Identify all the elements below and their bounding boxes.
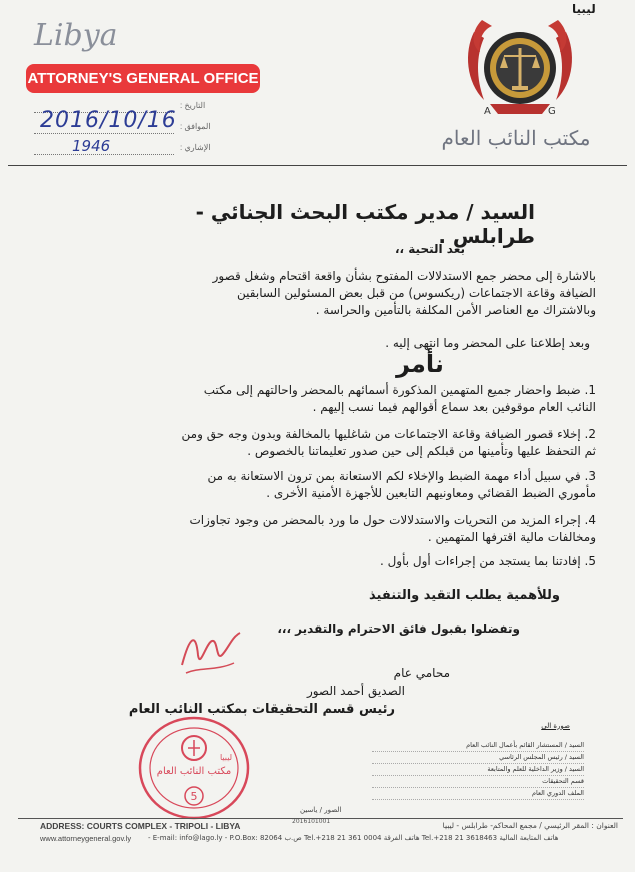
item-number: 1. xyxy=(584,383,596,397)
handwritten-reference: 1946 xyxy=(72,137,111,155)
paragraph-line: وبالاشتراك مع العناصر الأمن المكلفة بالتأمين والحراسة . xyxy=(315,303,596,317)
reference-label: الإشاري : xyxy=(180,143,211,152)
order-item xyxy=(24,512,596,546)
footer-reference-number: 2016101001 xyxy=(292,818,331,825)
signatory-position: رئيس قسم التحقيقات بمكتب النائب العام xyxy=(128,702,395,717)
footer-contact-line: - E-mail: info@lago.ly - P.O.Box: 82064 ص.ب Tel.+218 21 361 0004 هاتف الفرقة Tel.+218 21 3618463 هاتف المتابعة المالية xyxy=(148,834,559,842)
item-line: ومخالفات مالية اقترفها المتهمين . xyxy=(427,530,596,544)
handwritten-date: 2016/10/16 xyxy=(40,108,177,133)
copy-recipient: السيد / رئيس المجلس الرئاسي xyxy=(372,752,584,764)
copy-recipient: قسم التحقيقات xyxy=(372,776,584,788)
paragraph-line: الضيافة وقاعة الاجتماعات (ريكسوس) من قبل بعض المسئولين السابقين xyxy=(237,286,596,300)
copies-heading: صورة الى xyxy=(541,722,570,730)
after-review-line: وبعد إطلاعنا على المحضر وما انتهى إليه . xyxy=(385,336,590,350)
footer-website-link[interactable]: www.attorneygeneral.gov.ly xyxy=(40,834,132,843)
attorney-general-emblem-icon xyxy=(462,12,578,124)
intro-paragraph xyxy=(24,268,596,319)
header-divider xyxy=(8,165,627,166)
emblem-letter-g: G xyxy=(548,106,556,117)
item-line: 2. إخلاء قصور الضيافة وقاعة الاجتماعات من شاغليها بالمخالفة وبدون وجه حق ومن xyxy=(181,427,596,441)
signatory-title: محامي عام xyxy=(393,666,450,680)
item-line: 4. إجراء المزيد من التحريات والاستدلالات حول ما ورد بالمحضر من وجود تجاوزات xyxy=(189,513,596,527)
copies-list xyxy=(372,740,584,800)
order-item xyxy=(24,553,596,570)
date-label: التاريخ : xyxy=(180,101,206,110)
item-line: 1. ضبط واحضار جميع المتهمين المذكورة أسمائهم بالمحضر واحالتهم إلى مكتب xyxy=(203,383,596,397)
stamp-country: ليبيا xyxy=(219,753,233,762)
signatory-name: الصديق أحمد الصور xyxy=(306,684,405,698)
emblem-letter-a: A xyxy=(484,106,491,117)
order-title: نأمر xyxy=(396,350,444,378)
order-item xyxy=(24,468,596,502)
closing-line: وللأهمية يطلب التقيد والتنفيذ xyxy=(369,588,560,603)
item-number: 3. xyxy=(584,469,596,483)
item-line: ثم التحفظ عليها وتأمينها من قبلكم إلى حين صدور تعليماتنا بالخصوص . xyxy=(247,444,596,458)
item-number: 5. xyxy=(584,554,596,568)
stamp-text: مكتب النائب العام xyxy=(156,766,232,777)
regards-line: وتفضلوا بقبول فائق الاحترام والتقدير ،،، xyxy=(277,622,520,636)
office-title-ar: مكتب النائب العام xyxy=(441,126,591,150)
footer-handwritten-note: الصور / ياسين xyxy=(300,806,342,814)
paragraph-line: بالاشارة إلى محضر جمع الاستدلالات المفتوح بشأن واقعة اقتحام وشغل قصور xyxy=(212,269,596,283)
copy-recipient: الملف الدوري العام xyxy=(372,788,584,800)
item-line: 3. في سبيل أداء مهمة الضبط والإخلاء لكم الاستعانة بمن ترون الاستعانة به من xyxy=(207,469,596,483)
recipient: السيد / مدير مكتب البحث الجنائي - طرابلس . xyxy=(195,200,535,248)
order-item xyxy=(24,426,596,460)
item-number: 4. xyxy=(584,513,596,527)
item-line: مأموري الضبط القضائي ومعاونيهم التابعين للأجهزة الأمنية الأخرى . xyxy=(266,486,596,500)
item-line: 5. إفادتنا بما يستجد من إجراءات أول بأول . xyxy=(379,554,596,568)
item-number: 2. xyxy=(584,427,596,441)
stamp-number: 5 xyxy=(190,790,198,803)
item-line: النائب العام موقوفين بعد سماع أقوالهم فيما نسب إليهم . xyxy=(312,400,596,414)
copy-recipient: السيد / المستشار القائم بأعمال النائب العام xyxy=(372,740,584,752)
footer-address-en: ADDRESS: COURTS COMPLEX - TRIPOLI - LIBYA xyxy=(40,821,241,831)
hijri-label: الموافق : xyxy=(180,122,211,131)
libya-title: Libya xyxy=(34,18,118,53)
country-label: ليبيا xyxy=(572,2,596,16)
copy-recipient: السيد / وزير الداخلية للعلم والمتابعة xyxy=(372,764,584,776)
hijri-line xyxy=(34,133,174,134)
greeting: بعد التحية ،، xyxy=(394,242,465,256)
official-stamp-icon xyxy=(138,716,250,820)
office-banner: ATTORNEY'S GENERAL OFFICE xyxy=(26,64,260,93)
footer-address-ar: العنوان : المقر الرئيسي / مجمع المحاكم- طرابلس - ليبيا xyxy=(442,821,618,830)
order-item xyxy=(24,382,596,416)
